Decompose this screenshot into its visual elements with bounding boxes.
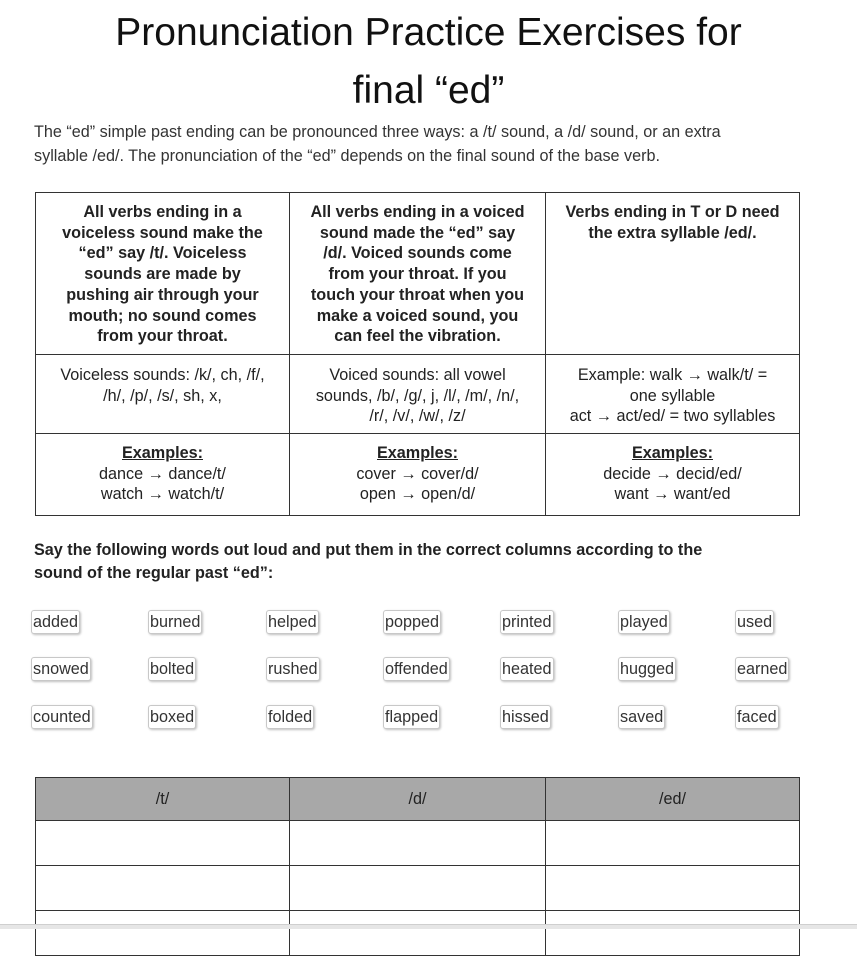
word-tile[interactable]: added [31,610,80,634]
rule-line: touch your throat when you [310,285,525,304]
answer-cell[interactable] [546,866,800,911]
rule-line: “ed” say /t/. Voiceless [78,244,247,263]
answer-cell[interactable] [546,821,800,866]
example-line: decide → decid/ed/ [603,464,742,483]
rules-table [35,192,800,516]
sounds-line: sounds, /b/, /g/, j, /l/, /m/, /n/, [315,386,520,405]
word-tile[interactable]: burned [148,610,202,634]
answer-row [36,821,800,866]
instruction-line-2: sound of the regular past “ed”: [34,564,274,582]
answer-cell[interactable] [290,911,546,956]
word-tile[interactable]: used [735,610,774,634]
word-tile[interactable]: offended [383,657,450,681]
examples-heading: Examples: [377,444,458,462]
answer-cell[interactable] [290,866,546,911]
instruction-text [34,539,814,585]
example-line: want → want/ed [614,485,731,504]
sounds-line: Voiced sounds: all vowel [329,366,506,384]
answer-cell[interactable] [290,821,546,866]
rule-cell-d [290,193,546,355]
answer-cell[interactable] [36,866,290,911]
answer-table [35,777,800,956]
word-tile[interactable]: counted [31,705,93,729]
answer-cell[interactable] [36,911,290,956]
rules-row [36,193,800,355]
rule-line: from your throat. If you [328,265,507,284]
answer-cell[interactable] [546,911,800,956]
rule-line: All verbs ending in a [83,203,242,221]
word-tile[interactable]: folded [266,705,314,729]
sounds-line: Voiceless sounds: /k/, ch, /f/, [60,366,265,384]
word-tile[interactable]: saved [618,705,665,729]
sounds-cell-d [290,355,546,434]
intro-paragraph [34,120,814,168]
word-tile[interactable]: popped [383,610,441,634]
examples-heading: Examples: [632,444,713,462]
rule-line: All verbs ending in a voiced [310,203,525,221]
examples-cell-d [290,434,546,516]
examples-heading: Examples: [122,444,203,462]
title-line-2: final “ed” [352,69,505,112]
answer-header-t: /t/ [36,778,290,821]
word-tile[interactable]: printed [500,610,554,634]
word-tile[interactable]: snowed [31,657,91,681]
answer-header-d: /d/ [290,778,546,821]
example-line: open → open/d/ [359,485,476,504]
answer-row [36,866,800,911]
rule-line: Verbs ending in T or D need [565,203,780,221]
rule-line: the extra syllable /ed/. [588,223,757,242]
rule-line: pushing air through your [66,285,259,304]
instruction-line-1: Say the following words out loud and put them in the correct columns according to the [34,541,703,559]
word-tile[interactable]: boxed [148,705,196,729]
examples-row [36,434,800,516]
word-tile[interactable]: heated [500,657,554,681]
word-tile[interactable]: helped [266,610,319,634]
title-line-1: Pronunciation Practice Exercises for [115,11,742,54]
sounds-line: act → act/ed/ = two syllables [569,407,776,426]
answer-cell[interactable] [36,821,290,866]
sounds-cell-t [36,355,290,434]
answer-header-ed: /ed/ [546,778,800,821]
rule-cell-t [36,193,290,355]
word-tile[interactable]: bolted [148,657,196,681]
answer-header-row [36,778,800,821]
word-tile[interactable]: earned [735,657,789,681]
rule-line: from your throat. [97,327,228,346]
rule-line: sounds are made by [84,265,241,284]
word-tile[interactable]: rushed [266,657,320,681]
rule-line: can feel the vibration. [334,327,501,346]
sounds-line: one syllable [629,386,716,405]
word-tile[interactable]: hissed [500,705,551,729]
page-edge [0,924,857,929]
sounds-line: /r/, /v/, /w/, /z/ [369,407,466,426]
rule-line: /d/. Voiced sounds come [323,244,512,263]
intro-line-1: The “ed” simple past ending can be pronounced three ways: a /t/ sound, a /d/ sound, or an extra [34,123,721,141]
rule-line: mouth; no sound comes [68,306,257,325]
word-tile[interactable]: faced [735,705,779,729]
sounds-cell-ed [546,355,800,434]
rule-line: sound made the “ed” say [319,223,516,242]
page-title [0,4,857,120]
sounds-line: Example: walk → walk/t/ = [577,366,768,384]
example-line: dance → dance/t/ [99,464,226,483]
rule-line: make a voiced sound, you [316,306,519,325]
example-line: cover → cover/d/ [356,464,479,483]
example-line: watch → watch/t/ [100,485,225,504]
word-tile[interactable]: hugged [618,657,676,681]
rule-line: voiceless sound make the [62,223,263,242]
examples-cell-t [36,434,290,516]
intro-line-2: syllable /ed/. The pronunciation of the “ed” depends on the final sound of the base verb. [34,147,661,165]
answer-row [36,911,800,956]
word-tile[interactable]: flapped [383,705,440,729]
word-tile[interactable]: played [618,610,670,634]
sounds-line: /h/, /p/, /s/, sh, x, [103,386,222,405]
sounds-row [36,355,800,434]
examples-cell-ed [546,434,800,516]
rule-cell-ed [546,193,800,355]
